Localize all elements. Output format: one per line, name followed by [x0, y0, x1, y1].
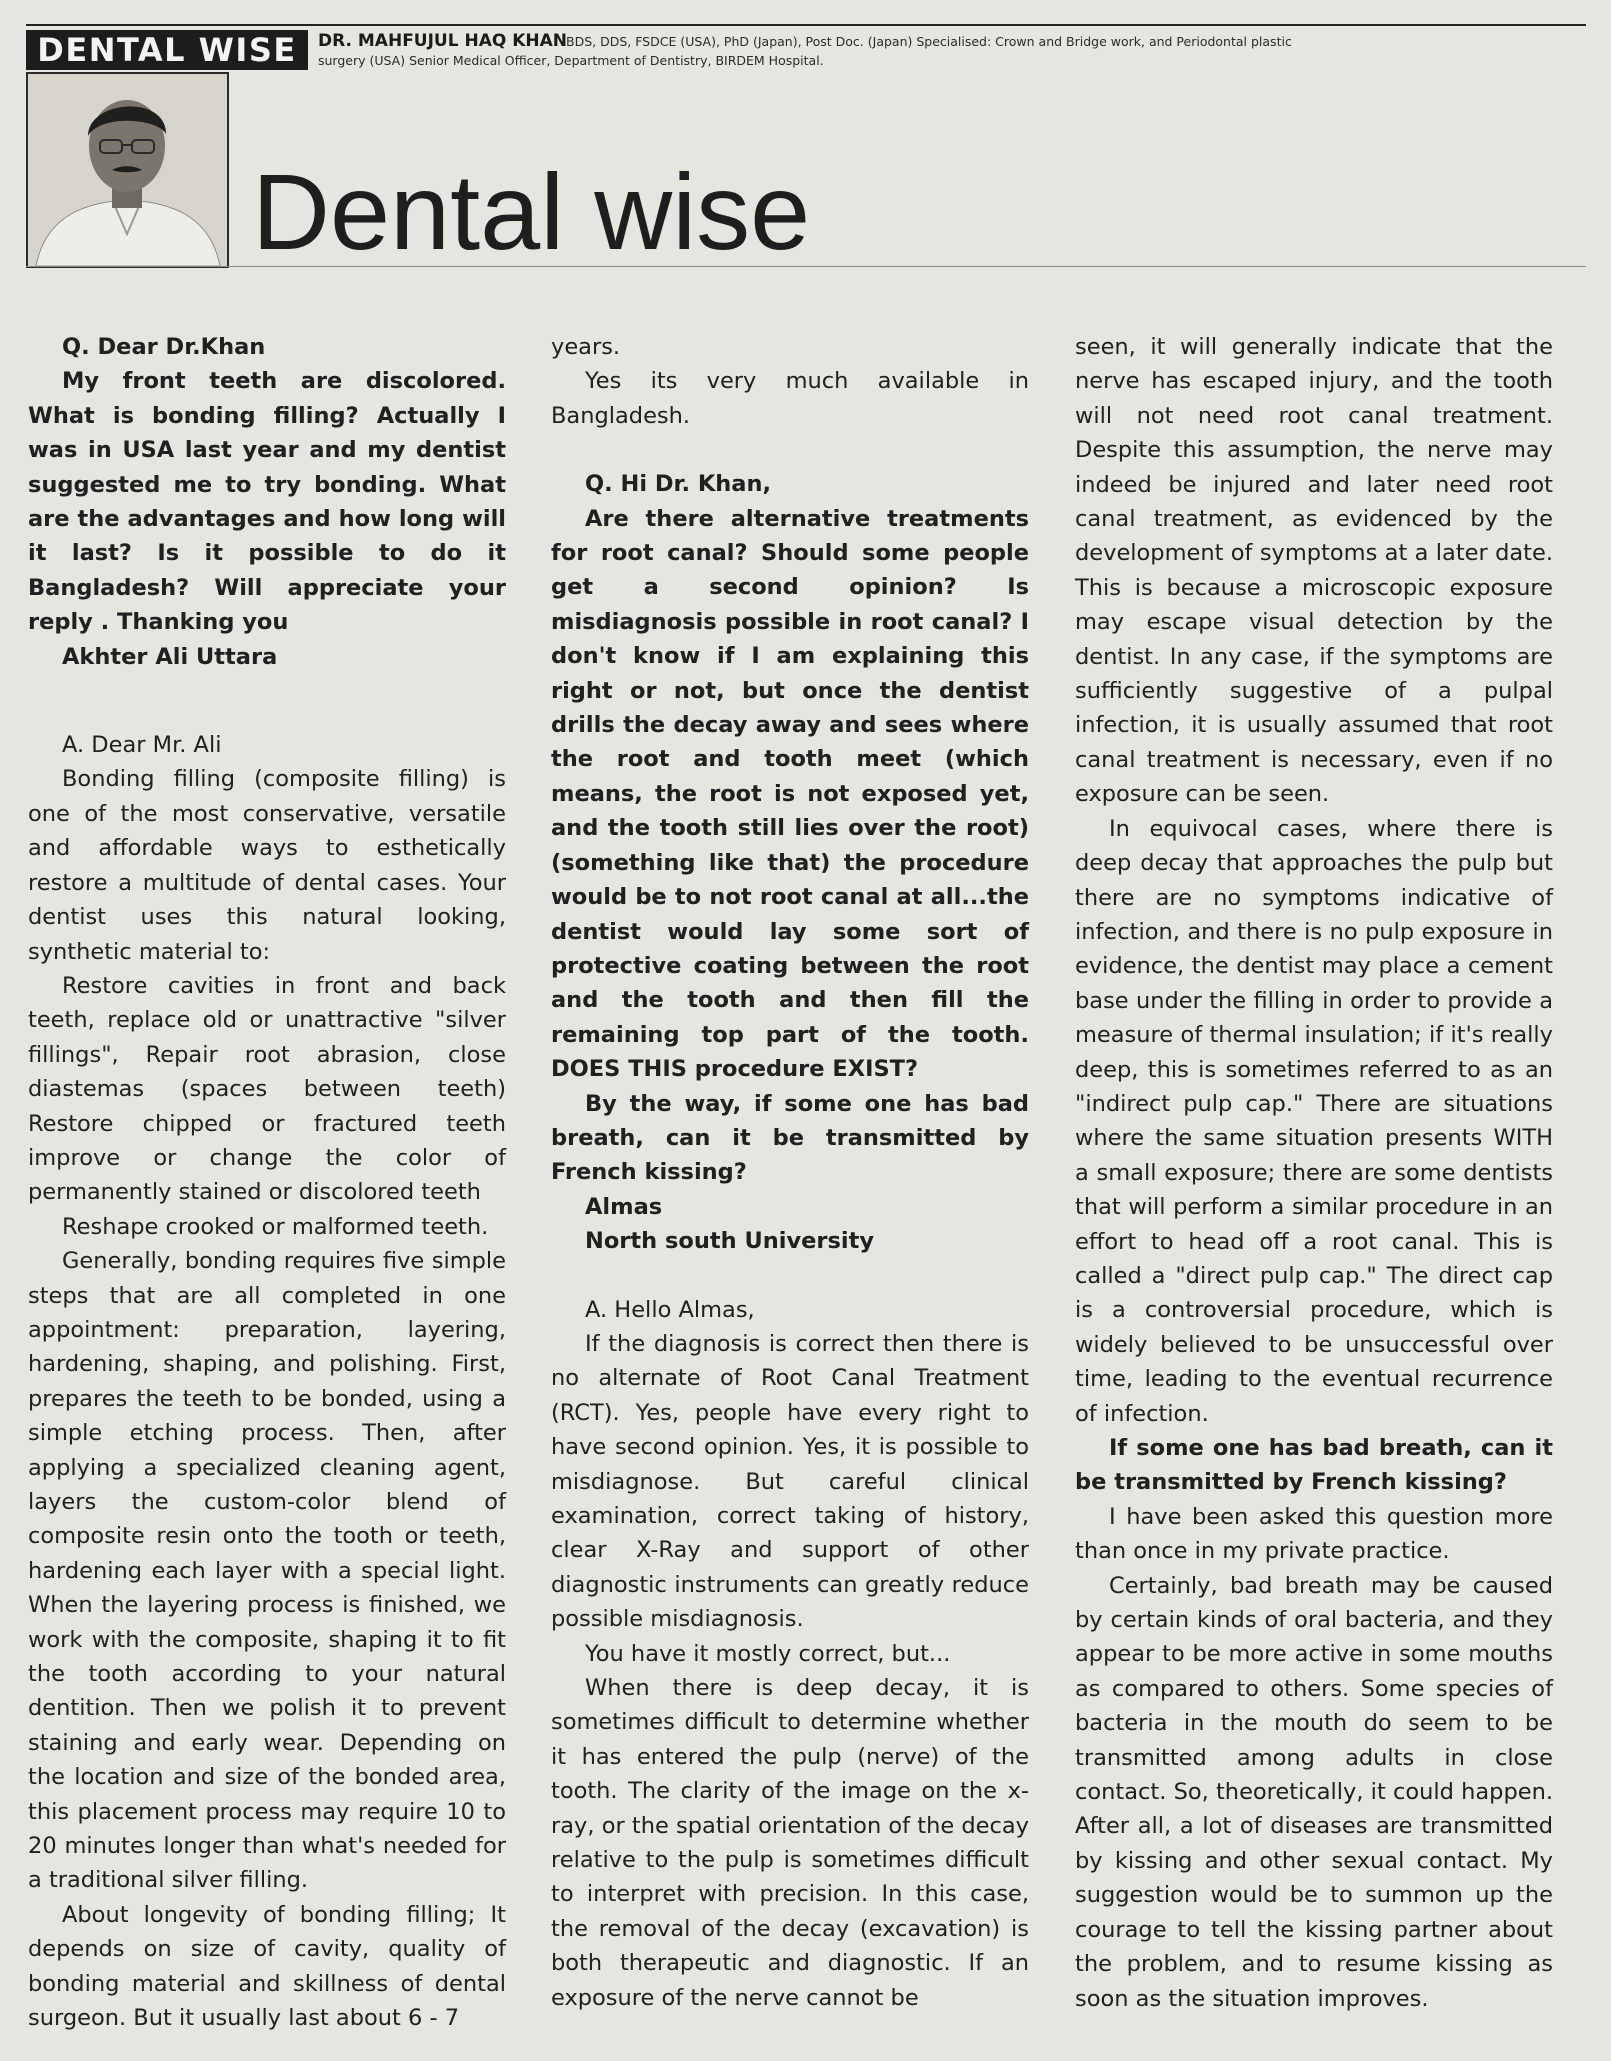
answer-1-paragraph: Restore cavities in front and back teeth, replace old or unattractive "silver fillings", Repair root abrasion, close diastemas (spaces between teeth) Restore chipped or fractured teeth improve or change the color of permanently stained or discolored teeth: [28, 972, 506, 1206]
question-1-body: My front teeth are discolored. What is bonding filling? Actually I was in USA last year and my dentist suggested me to try bonding. What are the advantages and how long will it last? Is it possible to do it Bangladesh? Will appreciate your reply . Thanking you: [28, 368, 506, 636]
answer-2-paragraph: Certainly, bad breath may be caused by certain kinds of oral bacteria, and they appear to be more active in some mouths as compared to others. Some species of bacteria in the mouth do seem to be transmitted among adults in close contact. So, theoretically, it could happen. After all, a lot of diseases are transmitted by kissing and other sexual contact. My suggestion would be to summon up the courage to tell the kissing partner about the problem, and to resume kissing as soon as the situation improves.: [1075, 1572, 1553, 2012]
article-column-2: [551, 330, 1029, 2015]
answer-2-paragraph: When there is deep decay, it is sometimes difficult to determine whether it has entered the pulp (nerve) of the tooth. The clarity of the image on the x-ray, or the spatial orientation of the decay relative to the pulp is sometimes difficult to interpret with precision. In this case, the removal of the decay (excavation) is both therapeutic and diagnostic. If an exposure of the nerve cannot be: [551, 1675, 1029, 2011]
question-2-salutation: Q. Hi Dr. Khan,: [585, 471, 772, 498]
answer-2-paragraph: You have it mostly correct, but...: [585, 1640, 951, 1667]
article-column-1: [28, 330, 506, 2036]
answer-2-paragraph: In equivocal cases, where there is deep decay that approaches the pulp but there are no symptoms indicative of infection, and there is no pulp exposure in evidence, the dentist may place a cement base under the filling in order to provide a measure of thermal insulation; if it's really deep, this is sometimes referred to as an "indirect pulp cap." There are situations where the same situation presents WITH a small exposure; there are some dentists that will perform a similar procedure in an effort to head off a root canal. This is called a "direct pulp cap." The direct cap is a controversial procedure, which is widely believed to be unsuccessful over time, leading to the eventual recurrence of infection.: [1075, 815, 1553, 1427]
author-photo: [26, 72, 229, 268]
answer-1-paragraph: Bonding filling (composite filling) is one of the most conservative, versatile and affordable ways to esthetically restore a multitude of dental cases. Your dentist uses this natural looking, synthetic material to:: [28, 766, 506, 965]
author-credentials-2: surgery (USA) Senior Medical Officer, Department of Dentistry, BIRDEM Hospital.: [318, 53, 824, 68]
answer-1-paragraph: Reshape crooked or malformed teeth.: [62, 1213, 489, 1240]
author-credentials: BDS, DDS, FSDCE (USA), PhD (Japan), Post Doc. (Japan) Specialised: Crown and Bridge work, and Periodontal plastic: [566, 34, 1292, 49]
answer-2-salutation: A. Hello Almas,: [585, 1296, 755, 1323]
question-2-body: By the way, if some one has bad breath, can it be transmitted by French kissing?: [551, 1090, 1029, 1186]
answer-2-paragraph: If the diagnosis is correct then there is no alternate of Root Canal Treatment (RCT). Yes, people have every right to have second opinion. Yes, it is possible to misdiagnose. But careful clinical examination, correct taking of history, clear X-Ray and support of other diagnostic instruments can greatly reduce possible misdiagnosis.: [551, 1330, 1029, 1633]
question-2-signature: Almas: [585, 1193, 663, 1220]
answer-2-subheading: If some one has bad breath, can it be transmitted by French kissing?: [1075, 1435, 1553, 1496]
question-1-salutation: Q. Dear Dr.Khan: [62, 334, 266, 360]
answer-1-paragraph: Yes its very much available in Bangladesh.: [551, 368, 1029, 429]
top-rule: [26, 24, 1586, 26]
header-divider: [26, 266, 1586, 267]
question-2-body: Are there alternative treatments for root canal? Should some people get a second opinion? Is misdiagnosis possible in root canal? I don't know if I am explaining this right or not, but once the dentist drills the decay away and sees where the root and tooth meet (which means, the root is not exposed yet, and the tooth still lies over the root) (something like that) the procedure would be to not root canal at all...the dentist would lay some sort of protective coating between the root and the tooth and then fill the remaining top part of the tooth. DOES THIS procedure EXIST?: [551, 505, 1029, 1083]
answer-1-continuation: years.: [551, 334, 621, 360]
answer-1-paragraph: About longevity of bonding filling; It depends on size of cavity, quality of bonding material and skillness of dental surgeon. But it usually last about 6 - 7: [28, 1901, 506, 2032]
question-2-signature: North south University: [585, 1228, 875, 1255]
author-name: DR. MAHFUJUL HAQ KHAN: [318, 31, 568, 51]
answer-2-paragraph: I have been asked this question more than once in my private practice.: [1075, 1503, 1553, 1565]
page-title: Dental wise: [252, 151, 811, 272]
article-column-3: [1075, 330, 1553, 2016]
question-1-signature: Akhter Ali Uttara: [62, 643, 278, 670]
answer-1-paragraph: Generally, bonding requires five simple steps that are all completed in one appointment: preparation, layering, hardening, shaping, and polishing. First, prepares the teeth to be bonded, using a simple etching process. Then, after applying a specialized cleaning agent, layers the custom-color blend of composite resin onto the tooth or teeth, hardening each layer with a special light. When the layering process is finished, we work with the composite, shaping it to fit the tooth according to your natural dentition. Then we polish it to prevent staining and early wear. Depending on the location and size of the bonded area, this placement process may require 10 to 20 minutes longer than what's needed for a traditional silver filling.: [28, 1248, 506, 1894]
answer-2-continuation: seen, it will generally indicate that the nerve has escaped injury, and the tooth will not need root canal treatment. Despite this assumption, the nerve may indeed be injured and later need root canal treatment, as evidenced by the development of symptoms at a later date. This is because a microscopic exposure may escape visual detection by the dentist. In any case, if the symptoms are sufficiently suggestive of a pulpal infection, it is usually assumed that root canal treatment is necessary, even if no exposure can be seen.: [1075, 334, 1553, 808]
answer-1-salutation: A. Dear Mr. Ali: [62, 732, 222, 759]
column-tag: DENTAL WISE: [26, 30, 308, 70]
